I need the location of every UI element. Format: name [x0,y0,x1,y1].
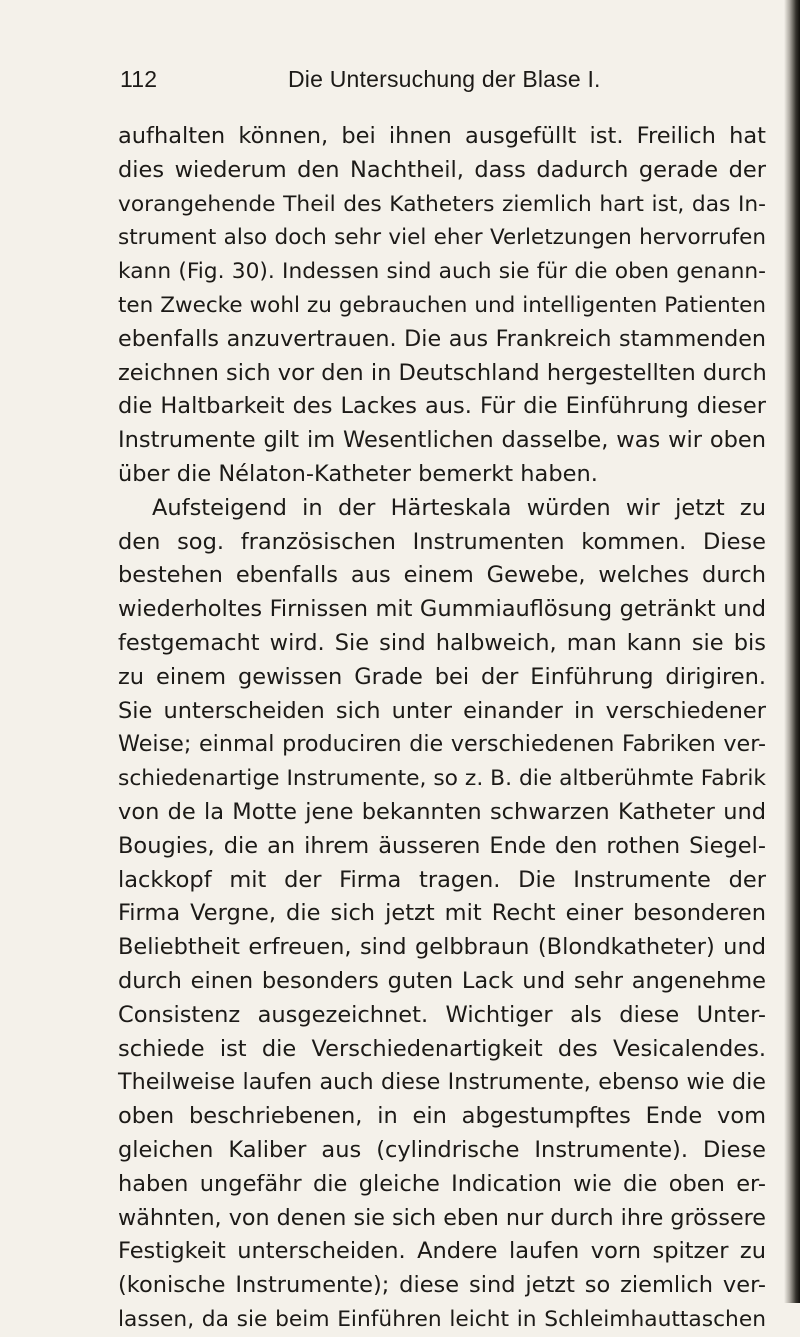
text-line: gleichen Kaliber aus (cylindrische Instrumente). Diese [118,1136,766,1163]
text-line: Firma Vergne, die sich jetzt mit Recht einer besonderen [118,900,766,927]
text-line: wähnten, von denen sie sich eben nur durch ihre grössere [118,1204,766,1231]
text-line: zu einem gewissen Grade bei der Einführung dirigiren. [118,663,766,690]
text-line: Instrumente gilt im Wesentlichen dasselbe, was wir oben [118,427,766,454]
text-line: lassen, da sie beim Einführen leicht in Schleimhauttaschen [118,1306,766,1332]
text-line: ebenfalls anzuvertrauen. Die aus Frankreich stammenden [118,325,766,352]
text-line: den sog. französischen Instrumenten kommen. Diese [118,528,766,555]
paragraph-start-line: Aufsteigend in der Härteskala würden wir jetzt zu [152,494,766,521]
text-line: kann (Fig. 30). Indessen sind auch sie für die oben genann- [118,259,766,285]
text-line: Sie unterscheiden sich unter einander in verschiedener [118,697,766,724]
text-line: wiederholtes Firnissen mit Gummiauflösung getränkt und [118,596,766,623]
text-line: ten Zwecke wohl zu gebrauchen und intelligenten Patienten [118,292,766,318]
page-number: 112 [120,66,158,92]
text-line: strument also doch sehr viel eher Verletzungen hervorrufen [118,225,766,251]
text-line: von de la Motte jene bekannten schwarzen Katheter und [118,798,766,825]
text-line: Beliebtheit erfreuen, sind gelbbraun (Blondkatheter) und [118,934,766,961]
text-line: lackkopf mit der Firma tragen. Die Instrumente der [118,866,766,893]
text-line: aufhalten können, bei ihnen ausgefüllt ist. Freilich hat [118,123,766,149]
page-header [120,66,720,102]
text-line: zeichnen sich vor den in Deutschland hergestellten durch [118,359,767,386]
text-line: Weise; einmal produciren die verschiedenen Fabriken ver- [118,731,766,758]
text-line: über die Nélaton-Katheter bemerkt haben. [118,460,598,487]
text-line: schiedenartige Instrumente, so z. B. die altberühmte Fabrik [118,766,766,792]
binding-edge-shadow [784,0,800,1303]
text-line: Theilweise laufen auch diese Instrumente, ebenso wie die [118,1069,766,1096]
text-line: (konische Instrumente); diese sind jetzt so ziemlich ver- [118,1272,766,1299]
text-line: schiede ist die Verschiedenartigkeit des Vesicalendes. [118,1035,766,1062]
text-line: Consistenz ausgezeichnet. Wichtiger als diese Unter- [118,1001,766,1028]
text-line: Bougies, die an ihrem äusseren Ende den rothen Siegel- [118,832,766,859]
text-line: festgemacht wird. Sie sind halbweich, man kann sie bis [118,629,766,656]
text-line: die Haltbarkeit des Lackes aus. Für die Einführung dieser [118,393,766,420]
running-title: Die Untersuchung der Blase I. [288,66,601,92]
text-line: dies wiederum den Nachtheil, dass dadurch gerade der [118,156,766,183]
text-line: durch einen besonders guten Lack und sehr angenehme [118,967,766,994]
text-line: bestehen ebenfalls aus einem Gewebe, welches durch [118,562,766,589]
text-line: haben ungefähr die gleiche Indication wie die oben er- [118,1170,766,1197]
body-text [118,120,766,1337]
text-line: Festigkeit unterscheiden. Andere laufen vorn spitzer zu [118,1238,766,1265]
text-line: oben beschriebenen, in ein abgestumpftes Ende vom [118,1103,766,1130]
text-line: vorangehende Theil des Katheters ziemlich hart ist, das In- [118,191,766,217]
